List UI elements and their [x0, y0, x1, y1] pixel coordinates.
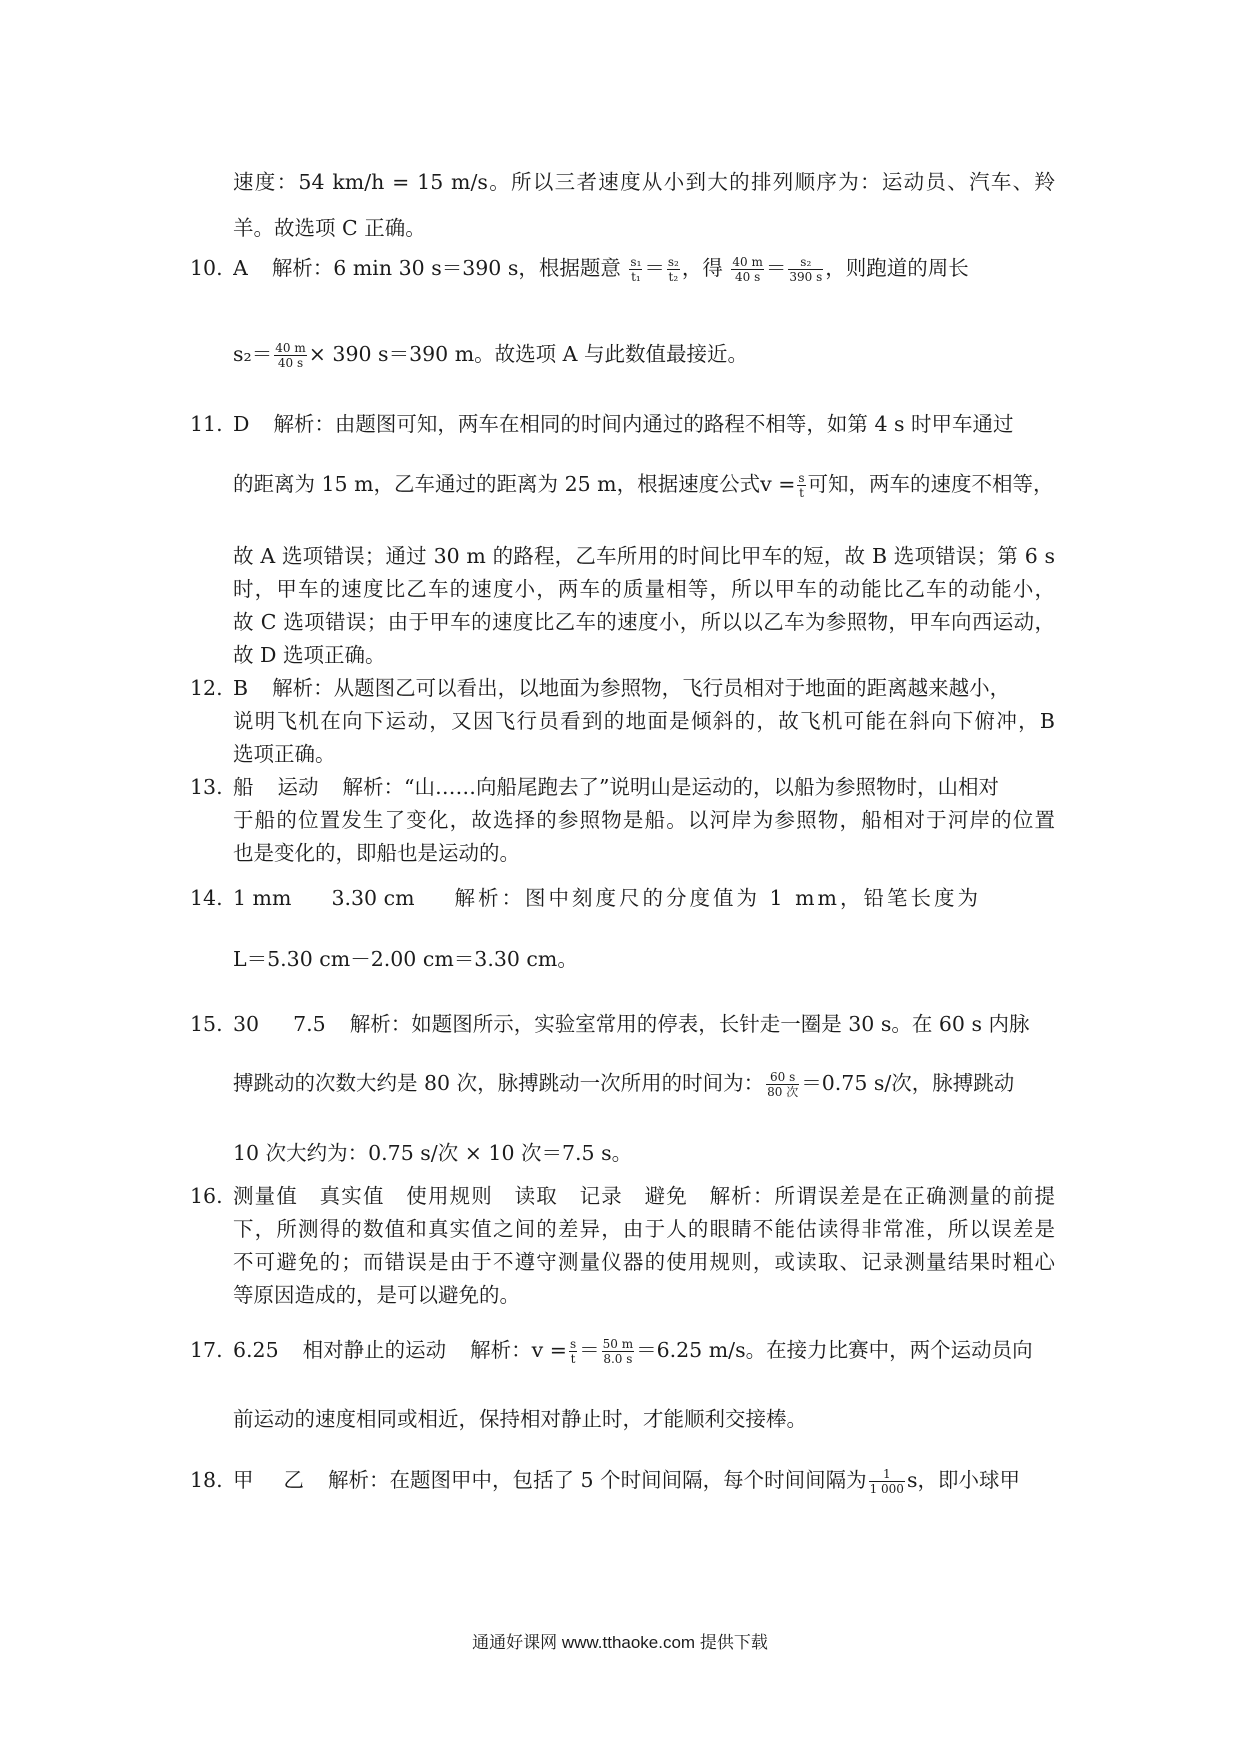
text-line [0, 332, 1240, 376]
item-number: 13. [190, 775, 223, 799]
numerator: s₂ [788, 256, 823, 270]
answer-choice: A [233, 256, 248, 280]
explanation-text: ＝0.75 s/次，脉搏跳动 [801, 1071, 1015, 1095]
denominator: t [570, 1352, 576, 1366]
answer-17 [0, 1328, 1240, 1372]
numerator: 1 [869, 1468, 905, 1482]
fraction [602, 1338, 634, 1365]
explanation-text: 可知，两车的速度不相等， [807, 472, 1054, 496]
text-line [0, 833, 1240, 873]
denominator: t₁ [631, 270, 641, 284]
answer-blank: 6.25 [233, 1338, 279, 1362]
item-number: 17. [190, 1338, 223, 1362]
denominator: 390 s [789, 270, 823, 284]
explanation-text: 的距离为 15 m，乙车通过的距离为 25 m，根据速度公式v = [233, 472, 796, 496]
answer-blank: 30 [233, 1012, 260, 1036]
answer-18 [0, 1458, 1240, 1502]
explanation-text: s₂＝ [233, 342, 273, 366]
paragraph-text: 羊。故选项 C 正确。 [233, 216, 426, 240]
fraction [869, 1468, 905, 1495]
answer-text [233, 404, 1055, 444]
paragraph-text: 时，甲车的速度比乙车的速度小，两车的质量相等，所以甲车的动能比乙车的动能小， [233, 577, 1055, 601]
fraction [629, 256, 642, 283]
explanation-text: 搏跳动的次数大约是 80 次，脉搏跳动一次所用的时间为： [233, 1071, 765, 1095]
item-number: 14. [190, 886, 223, 910]
answer-text: 测量值 真实值 使用规则 读取 记录 避免 解析：所谓误差是在正确测量的前提 [233, 1184, 1055, 1208]
paragraph-text: 不可避免的；而错误是由于不遵守测量仪器的使用规则，或读取、记录测量结果时粗心 [233, 1250, 1055, 1274]
fraction [569, 1338, 577, 1365]
explanation-text: 解析：由题图可知，两车在相同的时间内通过的路程不相等，如第 4 s 时甲车通过 [273, 412, 1014, 436]
item-number: 16. [190, 1184, 223, 1208]
numerator: 50 m [602, 1337, 634, 1351]
denominator: 40 s [277, 356, 304, 370]
answer-text [233, 1004, 1055, 1044]
answer-blank: 甲 [233, 1468, 254, 1492]
numerator: 40 m [732, 255, 763, 269]
explanation-text: 解析：v = [470, 1338, 567, 1362]
text-line [0, 1061, 1240, 1105]
fraction [667, 256, 680, 283]
paragraph-text: 故 A 选项错误；通过 30 m 的路程，乙车所用的时间比甲车的短，故 B 选项错误；第 6 s [233, 544, 1055, 568]
explanation-text: 解析：在题图甲中，包括了 5 个时间间隔，每个时间间隔为 [328, 1468, 867, 1492]
fraction [797, 472, 805, 499]
fraction [766, 1071, 799, 1098]
paragraph-text: 前运动的速度相同或相近，保持相对静止时，才能顺利交接棒。 [233, 1407, 807, 1431]
numerator: s [569, 1337, 577, 1351]
denominator: t₂ [668, 270, 679, 284]
fraction [274, 342, 306, 369]
text-line [0, 1275, 1240, 1315]
paragraph-text: 也是变化的，即船也是运动的。 [233, 841, 520, 865]
text-line [0, 939, 1240, 979]
answer-blank: 3.30 cm [331, 886, 415, 910]
item-number: 11. [190, 412, 223, 436]
paragraph-text: L＝5.30 cm－2.00 cm＝3.30 cm。 [233, 947, 578, 971]
explanation-text: s，即小球甲 [906, 1468, 1020, 1492]
paragraph-text: 下，所测得的数值和真实值之间的差异，由于人的眼睛不能估读得非常准，所以误差是 [233, 1217, 1055, 1241]
equals-sign: ＝ [579, 1338, 600, 1362]
item-number: 15. [190, 1012, 223, 1036]
answer-11 [0, 404, 1240, 444]
explanation-text: 解析：如题图所示，实验室常用的停表，长针走一圈是 30 s。在 60 s 内脉 [349, 1012, 1030, 1036]
denominator: t [799, 486, 804, 500]
paragraph-text: 于船的位置发生了变化，故选择的参照物是船。以河岸为参照物，船相对于河岸的位置 [233, 808, 1055, 832]
equals-sign: ＝ [644, 256, 665, 280]
answer-text [233, 878, 1055, 918]
paragraph-text: 故 D 选项正确。 [233, 643, 386, 667]
answer-10 [0, 246, 1240, 290]
answer-blank: 运动 [277, 775, 319, 799]
equals-sign: ＝ [765, 256, 787, 280]
explanation-text: ，则跑道的周长 [825, 256, 969, 280]
item-number: 18. [190, 1468, 223, 1492]
answer-text [233, 1458, 1055, 1502]
paragraph-text: 速度：54 km/h = 15 m/s。所以三者速度从小到大的排列顺序为：运动员、汽车、羚 [233, 170, 1055, 194]
numerator: s₁ [630, 255, 642, 269]
text-line [0, 162, 1240, 202]
paragraph-text [233, 332, 1055, 376]
numerator: s [798, 471, 805, 485]
explanation-text: 解析：6 min 30 s＝390 s，根据题意 [271, 256, 621, 280]
paragraph-text [233, 1061, 1055, 1105]
answer-choice: B [233, 676, 249, 700]
paragraph-text: 选项正确。 [233, 742, 336, 766]
page-footer: 通通好课网 www.tthaoke.com 提供下载 [472, 1633, 768, 1652]
paragraph-text: 故 C 选项错误；由于甲车的速度比乙车的速度小，所以以乙车为参照物，甲车向西运动， [233, 610, 1055, 634]
explanation-text: ＝6.25 m/s。在接力比赛中，两个运动员向 [636, 1338, 1033, 1362]
paragraph-text: 说明飞机在向下运动，又因飞行员看到的地面是倾斜的，故飞机可能在斜向下俯冲，B [233, 709, 1055, 733]
answer-15 [0, 1004, 1240, 1044]
numerator: 60 s [766, 1071, 799, 1085]
numerator: s₂ [667, 255, 679, 269]
paragraph-text: 10 次大约为：0.75 s/次 × 10 次＝7.5 s。 [233, 1141, 633, 1165]
answer-blank: 相对静止的运动 [302, 1338, 447, 1362]
denominator: 80 次 [767, 1085, 799, 1099]
text-line [0, 1399, 1240, 1439]
paragraph-text: 等原因造成的，是可以避免的。 [233, 1283, 520, 1307]
text-line [0, 1133, 1240, 1173]
fraction [788, 256, 823, 283]
text-line [0, 208, 1240, 248]
text-line [0, 462, 1240, 506]
answer-blank: 船 [233, 775, 254, 799]
paragraph-text [233, 462, 1055, 506]
item-number: 12. [190, 676, 223, 700]
explanation-text: 解析：从题图乙可以看出，以地面为参照物，飞行员相对于地面的距离越来越小， [272, 676, 1011, 700]
explanation-text: 解析：“山……向船尾跑去了”说明山是运动的，以船为参照物时，山相对 [342, 775, 999, 799]
denominator: 8.0 s [603, 1352, 633, 1366]
answer-text [233, 1328, 1055, 1372]
answer-blank: 乙 [283, 1468, 304, 1492]
answer-choice: D [233, 412, 250, 436]
denominator: 1 000 [869, 1482, 904, 1496]
explanation-text: ，得 [681, 256, 723, 280]
answer-blank: 1 mm [233, 886, 292, 910]
denominator: 40 s [734, 270, 761, 284]
explanation-text: × 390 s＝390 m。故选项 A 与此数值最接近。 [308, 342, 748, 366]
answer-14 [0, 878, 1240, 918]
item-number: 10. [190, 256, 223, 280]
answer-text [233, 246, 1055, 290]
numerator: 40 m [275, 341, 306, 355]
explanation-text: 解析：图中刻度尺的分度值为 1 mm，铅笔长度为 [454, 886, 981, 910]
fraction [731, 256, 763, 283]
answer-blank: 7.5 [293, 1012, 326, 1036]
